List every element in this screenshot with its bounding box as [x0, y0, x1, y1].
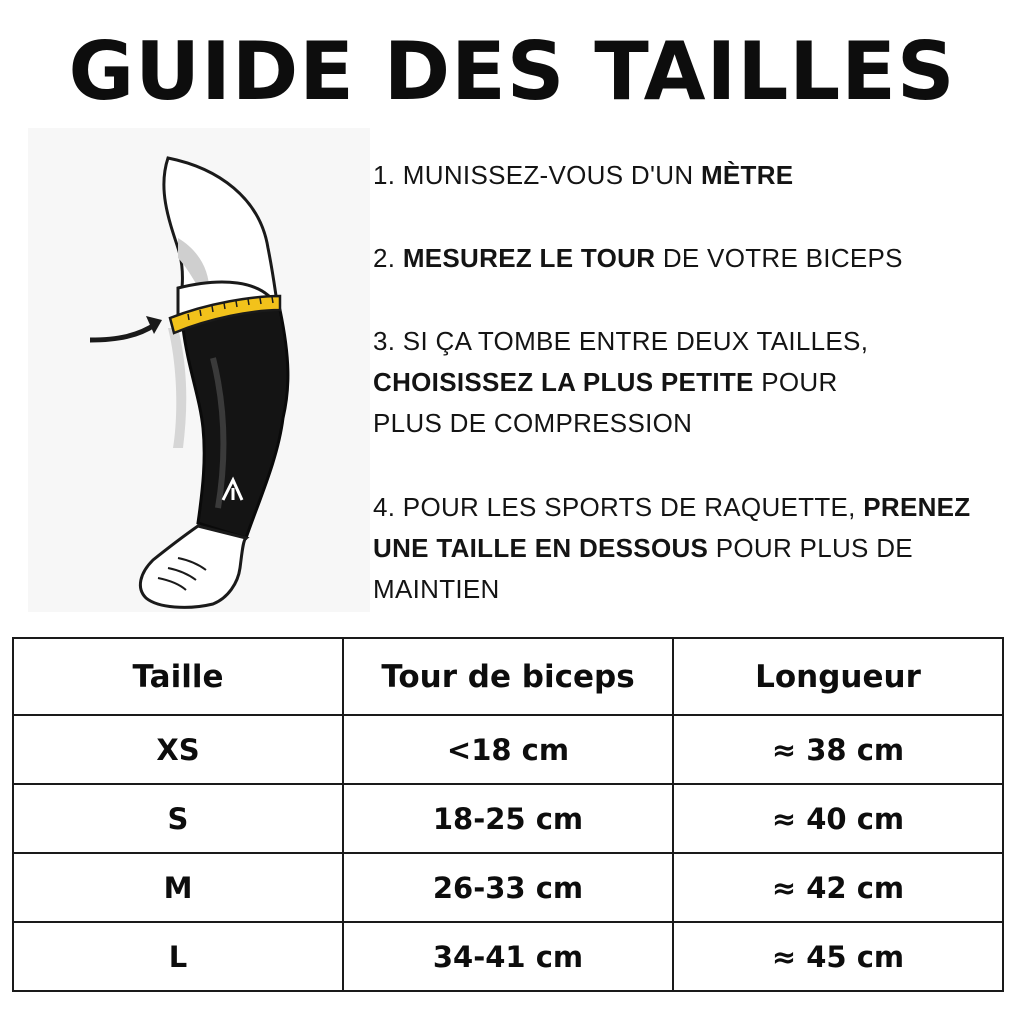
- cell-size: M: [13, 853, 343, 922]
- step-1-text: 1. MUNISSEZ-VOUS D'UN: [373, 160, 701, 190]
- header-size: Taille: [13, 638, 343, 715]
- table-row: [13, 853, 1003, 922]
- step-4-bold-2: UNE TAILLE EN DESSOUS: [373, 533, 709, 563]
- step-4-suffix: POUR PLUS DE: [708, 533, 913, 563]
- page-title: GUIDE DES TAILLES: [68, 25, 956, 118]
- cell-length: ≈ 40 cm: [673, 784, 1003, 853]
- step-3-bold: CHOISISSEZ LA PLUS PETITE: [373, 367, 754, 397]
- cell-biceps: 26-33 cm: [343, 853, 673, 922]
- cell-size: XS: [13, 715, 343, 784]
- cell-length: ≈ 45 cm: [673, 922, 1003, 991]
- step-4-line-1: [373, 487, 971, 528]
- step-3: [373, 321, 868, 444]
- cell-length: ≈ 42 cm: [673, 853, 1003, 922]
- step-4-prefix: 4. POUR LES SPORTS DE RAQUETTE,: [373, 492, 864, 522]
- cell-biceps: <18 cm: [343, 715, 673, 784]
- step-2-suffix: DE VOTRE BICEPS: [655, 243, 903, 273]
- arrow-icon: [90, 324, 156, 340]
- step-2-prefix: 2.: [373, 243, 403, 273]
- hand-fist: [140, 526, 246, 607]
- table-header-row: [13, 638, 1003, 715]
- cell-length: ≈ 38 cm: [673, 715, 1003, 784]
- step-2-bold: MESUREZ LE TOUR: [402, 243, 656, 273]
- table-row: [13, 715, 1003, 784]
- step-4: [373, 487, 971, 610]
- header-biceps: Tour de biceps: [343, 638, 673, 715]
- step-3-line-1: 3. SI ÇA TOMBE ENTRE DEUX TAILLES,: [373, 326, 869, 356]
- compression-sleeve: [183, 310, 288, 538]
- cell-biceps: 34-41 cm: [343, 922, 673, 991]
- step-3-line-3: PLUS DE COMPRESSION: [373, 408, 693, 438]
- step-4-bold-1: PRENEZ: [863, 492, 971, 522]
- arm-illustration: [28, 128, 370, 612]
- cell-biceps: 18-25 cm: [343, 784, 673, 853]
- step-4-line-3: MAINTIEN: [373, 574, 500, 604]
- torso-shadow: [168, 328, 186, 448]
- table-row: [13, 922, 1003, 991]
- step-3-suffix: POUR: [753, 367, 838, 397]
- step-1: [373, 155, 793, 196]
- arm-sleeve-image: [28, 128, 370, 612]
- step-1-bold: MÈTRE: [700, 160, 794, 190]
- step-3-line-2: [373, 362, 868, 403]
- step-4-line-2: [373, 528, 971, 569]
- table-row: [13, 784, 1003, 853]
- cell-size: L: [13, 922, 343, 991]
- cell-size: S: [13, 784, 343, 853]
- step-2: [373, 238, 903, 279]
- header-length: Longueur: [673, 638, 1003, 715]
- size-table: [12, 637, 1004, 992]
